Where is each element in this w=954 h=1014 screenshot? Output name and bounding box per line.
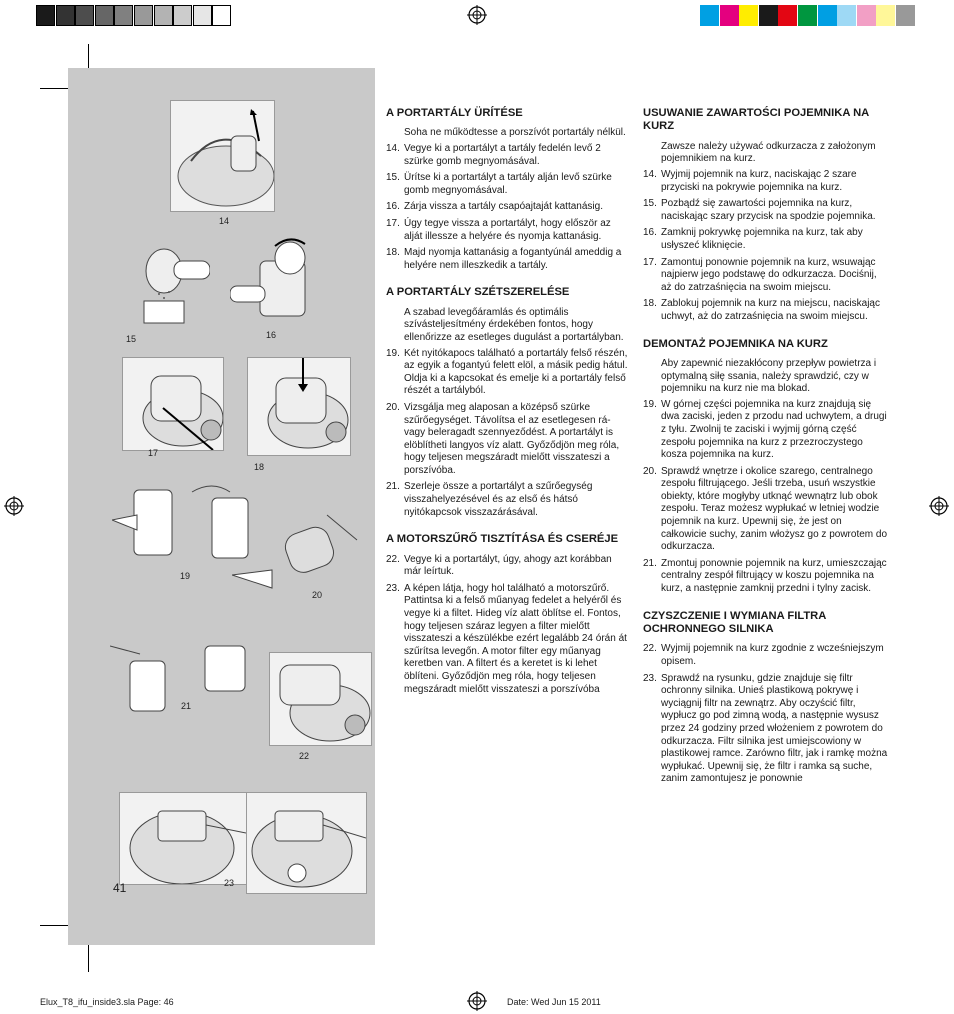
- color-swatch: [837, 5, 856, 26]
- step-text: A képen látja, hogy hol található a motorszűrő. Pattintsa ki a felső műanyag fedelet a helyéről és vegye ki a filtet. Hideg víz alatt öblítse el. Fontos, hogy teljesen száraz legyen a filter mielőtt visszateszi a készülékbe ezért legalább 24 órán át szűrítsa levegőn. A motor filter egy műanyag keretben van. A filtert és a keretet is ki lehet öblíteni. Győződjön meg róla, hogy teljesen megszáradt mielőtt visszateszi a porszívóba: [404, 582, 627, 695]
- instruction-item: [643, 466, 888, 554]
- instruction-item: [386, 583, 630, 696]
- section: [386, 286, 630, 519]
- step-number: 22.: [643, 643, 657, 655]
- footer-date: Date: Wed Jun 15 2011: [507, 997, 601, 1007]
- registration-mark-icon: [467, 5, 487, 25]
- instruction-item: [643, 558, 888, 596]
- step-text: Vegye ki a portartályt a tartály fedelén levő 2 szürke gomb megnyomásával.: [404, 143, 601, 167]
- instruction-list: [643, 643, 888, 786]
- gray-swatch: [75, 5, 94, 26]
- instruction-item: [643, 169, 888, 194]
- section-heading: CZYSZCZENIE I WYMIANA FILTRA OCHRONNEGO SILNIKA: [643, 609, 826, 636]
- instruction-item: [643, 673, 888, 786]
- instruction-item: [386, 218, 630, 243]
- instruction-item: [386, 247, 630, 272]
- step-number: 23.: [643, 672, 657, 684]
- step-number: 23.: [386, 582, 400, 594]
- section-intro: Aby zapewnić niezakłócony przepływ powietrza i optymalną siłę ssania, należy sprawdzić, czy w pojemniku na kurz nie ma blokad.: [661, 357, 877, 395]
- step-text: Vegye ki a portartályt, úgy, ahogy azt korábban már leírtuk.: [404, 553, 612, 578]
- polish-column: [643, 107, 888, 800]
- instruction-list: [386, 143, 630, 272]
- section-intro: A szabad levegőáramlás és optimális szívásteljesítmény érdekében fontos, hogy ellenőrizze az esetleges dugulást a portartályban.: [404, 306, 624, 343]
- hungarian-column: [386, 107, 630, 710]
- step-number: 17.: [643, 256, 657, 268]
- registration-mark-icon: [467, 991, 487, 1011]
- gray-swatch: [95, 5, 114, 26]
- instruction-item: [643, 298, 888, 323]
- registration-mark-icon: [929, 496, 949, 516]
- step-number: 20.: [386, 401, 400, 413]
- section-heading: DEMONTAŻ POJEMNIKA NA KURZ: [643, 337, 828, 350]
- step-text: Szerleje össze a portartályt a szűrőegység visszahelyezésével és az első és hátsó nyitókapcsok visszazárásával.: [404, 481, 593, 518]
- figure-23-illustration-left: [119, 792, 247, 885]
- gray-swatch: [114, 5, 133, 26]
- section-intro: Zawsze należy używać odkurzacza z założonym pojemnikiem na kurz.: [661, 140, 876, 165]
- figure-number: 17: [148, 448, 159, 458]
- section: [643, 338, 888, 596]
- step-text: Vizsgálja meg alaposan a középső szürke szűrőegységet. Távolítsa el az esetlegesen rá- vagy beleragadt szennyeződést. A portartályt is elöblítheti langyos víz alatt. Győződjön meg róla, hogy teljesen megszáradt mielőtt visszateszi a porszívóba.: [404, 401, 620, 476]
- step-number: 19.: [386, 347, 400, 359]
- instruction-item: [386, 172, 630, 197]
- step-text: Zamknij pokrywkę pojemnika na kurz, tak aby usłyszeć kliknięcie.: [661, 227, 863, 251]
- figure-number: 21: [181, 701, 192, 711]
- step-text: Zárja vissza a tartály csapóajtaját kattanásig.: [404, 201, 603, 213]
- figure-15-illustration: [124, 236, 210, 326]
- figure-number: 22: [299, 751, 310, 761]
- instruction-item: [386, 201, 630, 214]
- instruction-item: [386, 402, 630, 478]
- section: [643, 107, 888, 324]
- color-swatch: [759, 5, 778, 26]
- step-text: Zamontuj ponownie pojemnik na kurz, wsuwając najpierw jego podstawę do odkurzacza. Dociśnij, aż do zatrzaśnięcia na swoim miejscu.: [661, 256, 877, 293]
- step-text: Wyjmij pojemnik na kurz, naciskając 2 szare przyciski na pokrywie pojemnika na kurz.: [661, 169, 857, 193]
- step-text: Majd nyomja kattanásig a fogantyúnál ameddig a helyére nem illeszkedik a tartály.: [404, 247, 622, 271]
- instruction-item: [643, 643, 888, 668]
- figure-number: 18: [254, 462, 265, 472]
- gray-swatch: [193, 5, 212, 26]
- step-text: Úgy tegye vissza a portartályt, hogy először az alját illessze a helyére és nyomja kattanásig.: [404, 217, 611, 242]
- section-heading: A PORTARTÁLY ÜRÍTÉSE: [386, 107, 523, 119]
- step-text: Zmontuj ponownie pojemnik na kurz, umieszczając centralny zespół filtrujący w koszu pojemnika na kurz, a następnie zamknij przedni i tylny zacisk.: [661, 557, 887, 595]
- step-text: Két nyitókapocs található a portartály felső részén, az egyik a fogantyú felett elöl, a másik pedig hátul. Oldja ki a kapcsokat és emelje ki a portartály felső részét a tartályból.: [404, 347, 628, 397]
- section-intro: Soha ne működtesse a porszívót portartály nélkül.: [404, 127, 626, 139]
- footer-file-info: Elux_T8_ifu_inside3.sla Page: 46: [40, 997, 174, 1007]
- step-text: Ürítse ki a portartályt a tartály alján levő szürke gomb megnyomásával.: [404, 172, 612, 196]
- instruction-item: [643, 399, 888, 462]
- gray-swatch: [212, 5, 231, 26]
- figure-18-illustration: [247, 357, 351, 456]
- color-swatch: [778, 5, 797, 26]
- step-number: 21.: [386, 481, 400, 493]
- gray-swatch: [173, 5, 192, 26]
- step-number: 17.: [386, 217, 400, 229]
- step-text: Wyjmij pojemnik na kurz zgodnie z wcześniejszym opisem.: [661, 643, 884, 668]
- color-swatch: [896, 5, 915, 26]
- section: [643, 610, 888, 786]
- instruction-item: [643, 198, 888, 223]
- figure-number: 23: [224, 878, 235, 888]
- step-number: 16.: [386, 201, 400, 213]
- figure-number: 14: [219, 216, 230, 226]
- color-swatch: [818, 5, 837, 26]
- figure-number: 16: [266, 330, 277, 340]
- gray-swatch: [56, 5, 75, 26]
- section: [386, 533, 630, 696]
- instruction-list: [643, 399, 888, 596]
- instruction-item: [643, 257, 888, 295]
- figure-number: 19: [180, 571, 191, 581]
- step-number: 14.: [643, 169, 657, 180]
- gray-swatch: [154, 5, 173, 26]
- step-text: W górnej części pojemnika na kurz znajdują się dwa zaciski, jeden z przodu nad uchwytem, a drugi z tyłu. Zwolnij te zaciski i wyjmij górną część zespołu pojemnika na kurz z przezroczystego kosza pojemnika na kurz.: [661, 398, 887, 461]
- figure-22-illustration: [269, 652, 372, 746]
- figure-17-illustration: [122, 357, 224, 451]
- step-number: 18.: [643, 298, 657, 310]
- figure-20-illustration: [232, 510, 360, 600]
- instruction-list: [386, 554, 630, 697]
- color-swatch: [700, 5, 719, 26]
- color-swatch: [739, 5, 758, 26]
- section-heading: A MOTORSZŰRŐ TISZTÍTÁSA ÉS CSERÉJE: [386, 533, 619, 546]
- instruction-list: [643, 169, 888, 324]
- step-number: 22.: [386, 553, 400, 565]
- color-swatch: [798, 5, 817, 26]
- figure-14-illustration: [170, 100, 275, 212]
- color-swatch: [857, 5, 876, 26]
- step-text: Sprawdź wnętrze i okolice szarego, centralnego zespołu filtrującego. Jeśli trzeba, usuń wszystkie obiekty, które mogłyby utknąć wewnątrz lub obok zespołu. Teraz możesz wypłukać w letniej wodzie pojemnik na kurz. Upewnij się, że jest on całkowicie suchy, zanim włożysz go z powrotem do odkurzacza.: [661, 465, 888, 553]
- step-number: 19.: [643, 398, 657, 410]
- section-heading: A PORTARTÁLY SZÉTSZERELÉSE: [386, 286, 570, 299]
- gray-swatch: [134, 5, 153, 26]
- step-text: Pozbądź się zawartości pojemnika na kurz, naciskając szary przycisk na spodzie pojemnika.: [661, 198, 876, 222]
- step-number: 18.: [386, 247, 400, 259]
- instruction-item: [643, 227, 888, 252]
- section-heading: USUWANIE ZAWARTOŚCI POJEMNIKA NA KURZ: [643, 107, 869, 133]
- gray-swatch: [36, 5, 55, 26]
- step-number: 20.: [643, 465, 657, 477]
- step-text: Zablokuj pojemnik na kurz na miejscu, naciskając uchwyt, aż do zatrzaśnięcia na swoim miejscu.: [661, 298, 880, 322]
- figure-number: 15: [126, 334, 137, 344]
- page-number: 41: [113, 881, 127, 895]
- figure-number: 20: [312, 590, 323, 600]
- instruction-item: [386, 481, 630, 519]
- step-number: 15.: [643, 198, 657, 210]
- color-swatch: [720, 5, 739, 26]
- figure-23-illustration-right: [246, 792, 367, 894]
- step-number: 14.: [386, 143, 400, 154]
- step-text: Sprawdź na rysunku, gdzie znajduje się filtr ochronny silnika. Unieś plastikową pokrywę i wyciągnij filtr na zewnątrz. Aby oczyścić filtr, wypłucz go pod zimną wodą, a następnie wysusz przez 24 godziny przed włożeniem z powrotem do odkurzacza. Filtr silnika jest umiejscowiony w plastikowej ramce. Zarówno filtr, jak i ramkę można wypłukać. Upewnij się, że filtr i ramka są suche, zanim zamontujesz je ponownie: [661, 672, 888, 785]
- instruction-item: [386, 348, 630, 398]
- step-number: 15.: [386, 172, 400, 184]
- instruction-item: [386, 143, 630, 168]
- color-swatch: [876, 5, 895, 26]
- instruction-list: [386, 348, 630, 520]
- instruction-item: [386, 554, 630, 579]
- registration-mark-icon: [4, 496, 24, 516]
- section: [386, 107, 630, 272]
- step-number: 21.: [643, 557, 657, 569]
- figure-16-illustration: [230, 236, 320, 328]
- step-number: 16.: [643, 227, 657, 239]
